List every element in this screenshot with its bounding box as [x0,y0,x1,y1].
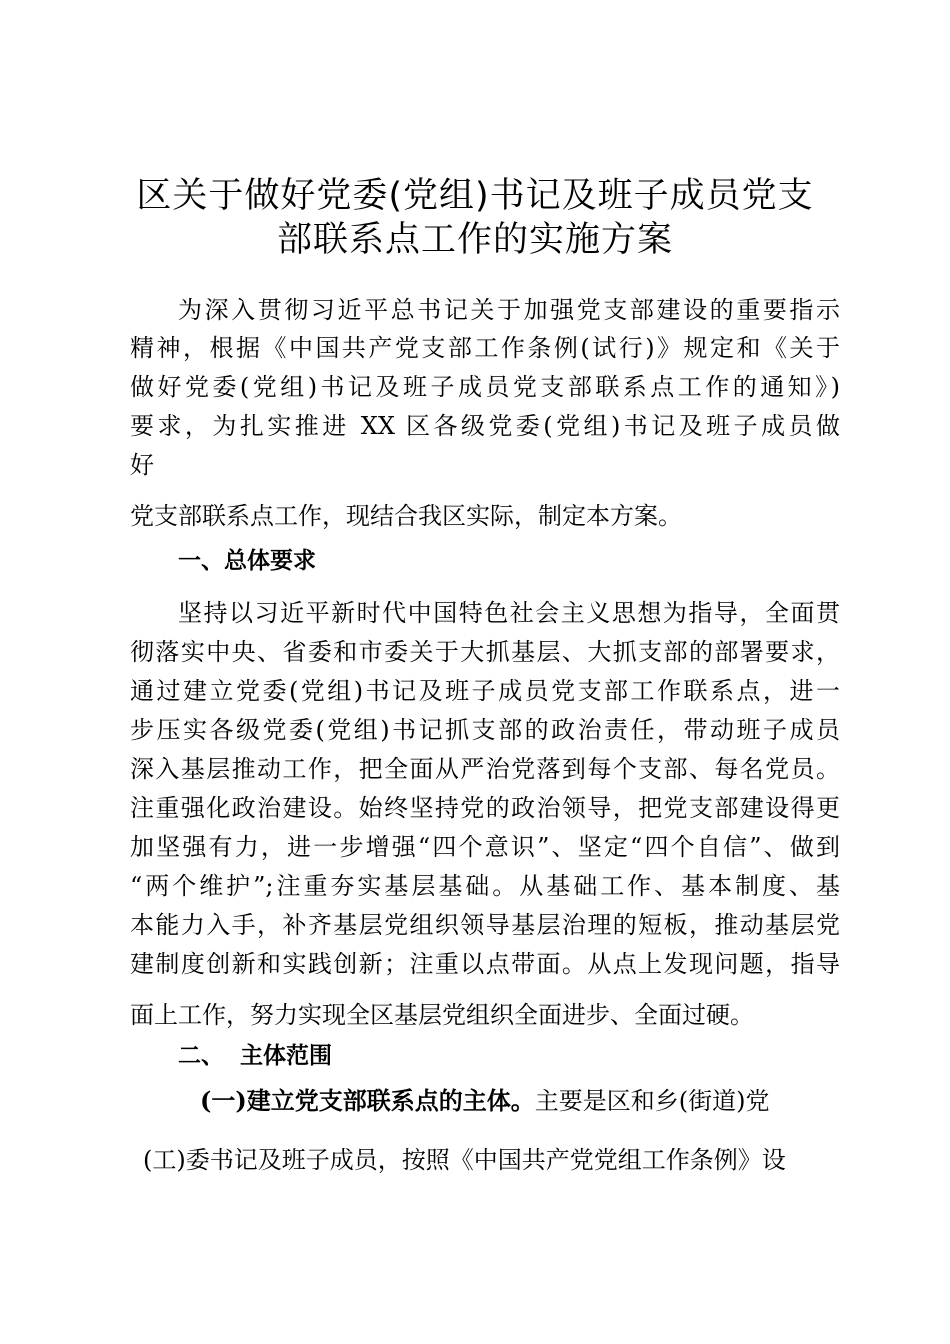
section1-line-9: 本能力入手，补齐基层党组织领导基层治理的短板，推动基层党 [130,911,840,939]
section1-line-7: 加坚强有力，进一步增强“四个意识”、坚定“四个自信”、做到 [130,833,840,861]
section-heading-general-requirements: 一、总体要求 [178,548,316,574]
section1-line-5: 深入基层推动工作，把全面从严治党落到每个支部、每名党员。 [130,755,840,783]
subsection-1-line-1 [200,1081,840,1121]
section1-line-4: 步压实各级党委(党组)书记抓支部的政治责任，带动班子成员 [130,716,840,744]
section1-line-10: 建制度创新和实践创新；注重以点带面。从点上发现问题，指导 [130,950,840,978]
intro-line-2: 精神，根据《中国共产党支部工作条例(试行)》规定和《关于 [130,334,840,362]
intro-line-4: 要求，为扎实推进 XX 区各级党委(党组)书记及班子成员做 [130,412,840,440]
section1-line-6: 注重强化政治建设。始终坚持党的政治领导，把党支部建设得更 [130,794,840,822]
subsection-1-heading: (一)建立党支部联系点的主体。 [200,1086,535,1115]
subsection-1-line-2: (工)委书记及班子成员，按照《中国共产党党组工作条例》设 [143,1146,786,1174]
intro-line-6: 党支部联系点工作，现结合我区实际，制定本方案。 [130,502,682,530]
intro-line-5: 好 [130,451,154,479]
section1-line-2: 彻落实中央、省委和市委关于大抓基层、大抓支部的部署要求， [130,638,840,666]
document-title-line-1: 区关于做好党委(党组)书记及班子成员党支 [136,176,814,216]
subsection-1-text: 主要是区和乡(街道)党 [534,1087,770,1115]
section-heading-subject-scope: 二、 主体范围 [178,1043,333,1069]
document-title-line-2: 部联系点工作的实施方案 [276,220,673,260]
intro-line-1: 为深入贯彻习近平总书记关于加强党支部建设的重要指示 [178,296,840,324]
intro-line-3: 做好党委(党组)书记及班子成员党支部联系点工作的通知》) [130,373,840,401]
section1-line-1: 坚持以习近平新时代中国特色社会主义思想为指导，全面贯 [178,599,840,627]
section1-line-3: 通过建立党委(党组)书记及班子成员党支部工作联系点，进一 [130,677,840,705]
section1-line-11: 面上工作，努力实现全区基层党组织全面进步、全面过硬。 [130,1001,754,1029]
section1-line-8: “两个维护”;注重夯实基层基础。从基础工作、基本制度、基 [130,872,840,900]
